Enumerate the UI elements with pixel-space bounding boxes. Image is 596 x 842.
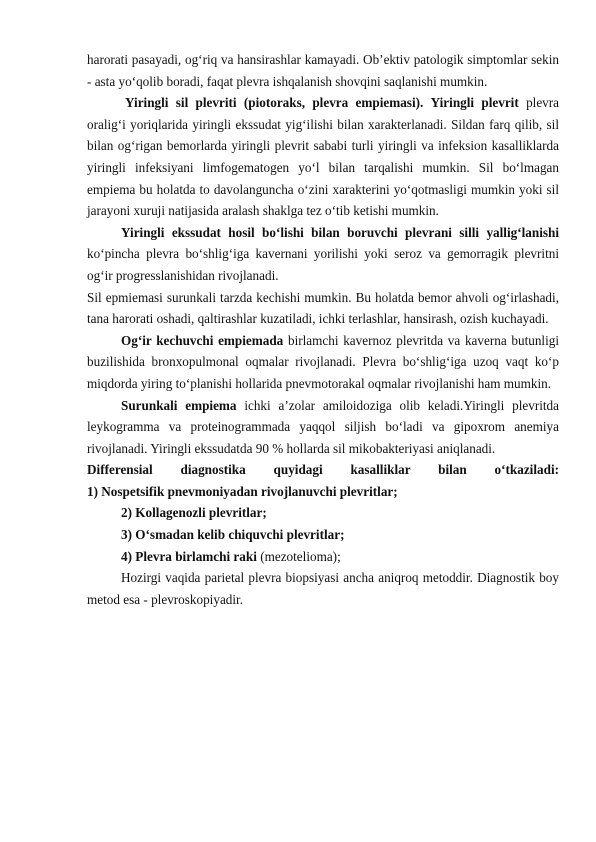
section-heading: Og‘ir kechuvchi empiemada: [121, 332, 284, 348]
list-item-4-bold: 4) Plevra birlamchi raki: [121, 548, 257, 564]
paragraph-purulent-pleurisy: [87, 92, 559, 222]
paragraph-severe-empyema: [87, 330, 559, 395]
paragraph-text: Hozirgi vaqida parietal plevra biopsiyasi ancha aniqroq metoddir. Diagnostik boy metod esa - plevroskopiyadir.: [87, 570, 559, 607]
term: Yiringli plevrit: [430, 95, 519, 111]
paragraph-biopsy: [87, 567, 559, 610]
paragraph-text: birlamchi kavernoz plevritda va kaverna butunligi buzilishida bronxopulmonal oqmalar rivojlanadi. Plevra bo‘shlig‘iga uzoq vaqt ko‘p miqdorda yiring to‘planishi hollarida pnevmotorakal oqmalar rivojlanishi ham mumkin.: [87, 332, 560, 391]
paragraph-text: plevra oralig‘i yoriqlarida yiringli ekssudat yig‘ilishi bilan xarakterlanadi. Sildan farq qilib, sil bilan og‘rigan bemorlarda yiringli plevrit sababi turli yiringli va infeksion kasalliklarda yiringli infeksiyani limfogematogen yo‘l bilan tarqalishi mumkin. Sil bo‘lmagan empiema bu holatda to davolanguncha o‘zini xarakterini yo‘qotmasligi mumkin yoki sil jarayoni xuruji natijasida aralash shaklga tez o‘tib ketishi mumkin.: [87, 95, 560, 219]
section-heading: Surunkali empiema: [121, 397, 237, 413]
paragraph-empyema-course: [87, 287, 559, 330]
section-heading: Yiringli sil plevriti (piotoraks, plevra empiemasi).: [125, 95, 424, 111]
list-item-4: [87, 546, 559, 568]
paragraph-chronic-empyema: [87, 395, 559, 460]
paragraph-text: ichki a’zolar amiloidoziga olib keladi.Yiringli plevritda leykogramma va proteinogrammada yaqqol siljish bo‘ladi va gipoxrom anemiya rivojlanadi. Yiringli ekssudatda 90 % hollarda sil mikobakteriyasi aniqlanadi.: [87, 397, 560, 456]
list-item-3: 3) O‘smadan kelib chiquvchi plevritlar;: [121, 527, 345, 543]
section-heading: Yiringli ekssudat hosil bo‘lishi bilan boruvchi plevrani silli yallig‘lanishi: [121, 224, 559, 240]
document-page: [87, 49, 559, 610]
paragraph-text: harorati pasayadi, og‘riq va hansirashlar kamayadi. Ob’ektiv patologik simptomlar sekin - asta yo‘qolib boradi, faqat plevra ishqalanish shovqini saqlanishi mumkin.: [87, 52, 559, 89]
list-item-1: 1) Nospetsifik pnevmoniyadan rivojlanuvchi plevritlar;: [87, 483, 398, 499]
differential-heading: Differensial diagnostika quyidagi kasalliklar bilan o‘tkaziladi:: [87, 462, 559, 478]
list-item-4-rest: (mezotelioma);: [260, 548, 341, 564]
paragraph-text: ko‘pincha plevra bo‘shlig‘iga kavernani yorilishi yoki seroz va gemorragik plevritni og‘ir progresslanishidan rivojlanadi.: [87, 246, 559, 283]
list-item-2: 2) Kollagenozli plevritlar;: [121, 505, 267, 521]
paragraph-text: Sil epmiemasi surunkali tarzda kechishi mumkin. Bu holatda bemor ahvoli og‘irlashadi, tana harorati oshadi, qaltirashlar kuzatiladi, ichki terlashlar, hansirash, ozish kuchayadi.: [87, 289, 559, 327]
paragraph-intro: [87, 49, 559, 92]
paragraph-exudate: [87, 222, 559, 287]
